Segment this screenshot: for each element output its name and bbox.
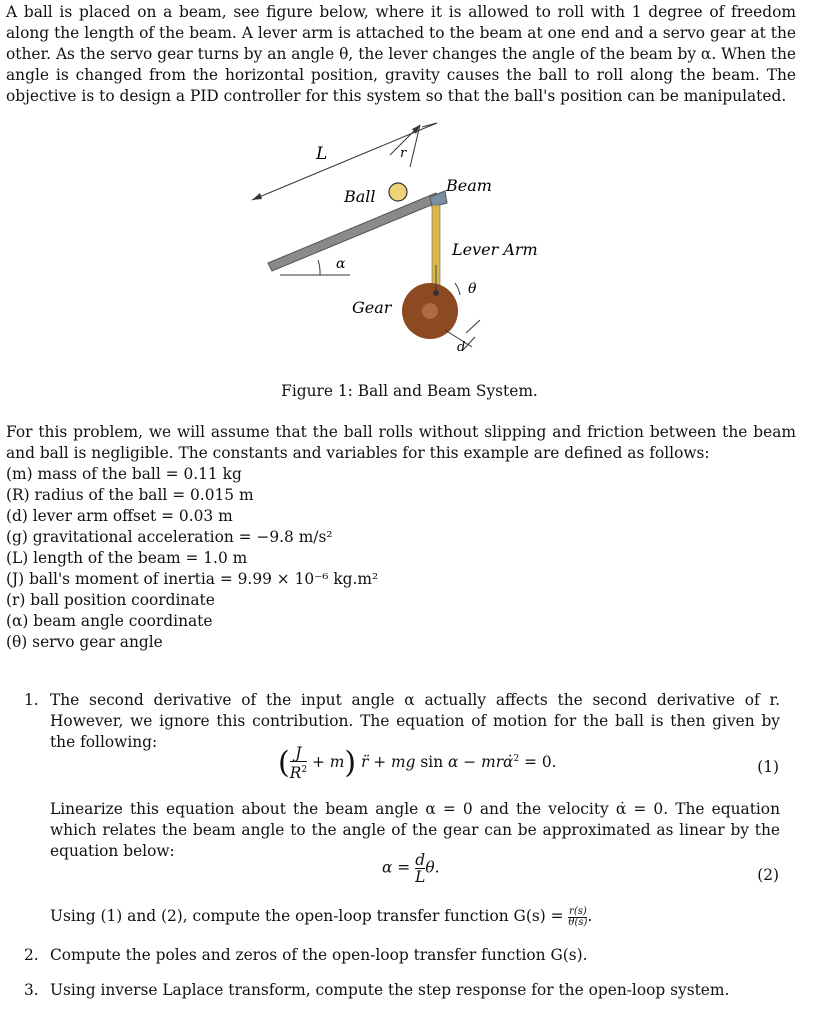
question-3-text: Using inverse Laplace transform, compute the step response for the open-loop system. (50, 981, 730, 999)
variable-item: (α) beam angle coordinate (6, 612, 213, 630)
variable-list (6, 464, 378, 653)
question-2-text: Compute the poles and zeros of the open-loop transfer function G(s). (50, 946, 588, 964)
variable-item: (r) ball position coordinate (6, 591, 215, 609)
question-1-text: The second derivative of the input angle α actually affects the second derivative of r. However, we ignore this contribution. The equation of motion for the ball is then given by the following: (50, 691, 780, 751)
variable-item: (g) gravitational acceleration = −9.8 m/s² (6, 528, 333, 546)
label-lever-arm: Lever Arm (452, 240, 538, 259)
ball-beam-figure (240, 115, 570, 365)
variable-item: (R) radius of the ball = 0.015 m (6, 486, 254, 504)
question-number: 1. (24, 691, 39, 709)
intro-paragraph: A ball is placed on a beam, see figure below, where it is allowed to roll with 1 degree of freedom along the length of the beam. A lever arm is attached to the beam at one end and a servo gear at the other. As the servo gear turns by an angle θ, the lever changes the angle of the beam by α. When the angle is changed from the horizontal position, gravity causes the ball to roll along the beam. The objective is to design a PID controller for this system so that the ball's position can be manipulated. (6, 3, 796, 105)
question-number: 2. (24, 946, 39, 964)
question-number: 3. (24, 981, 39, 999)
label-ball: Ball (344, 187, 376, 206)
label-gear: Gear (352, 298, 392, 317)
equation-1-number: (1) (757, 758, 779, 776)
variable-item: (m) mass of the ball = 0.11 kg (6, 465, 242, 483)
equation-1: ( $\frac{J}{R^2}$ + m) r̈ + mg sin α − mrα̇$^2$ = 0. (278, 744, 557, 783)
label-theta: θ (468, 281, 477, 297)
variable-item: (d) lever arm offset = 0.03 m (6, 507, 233, 525)
assumption-paragraph: For this problem, we will assume that the ball rolls without slipping and friction between the beam and ball is negligible. The constants and variables for this example are defined as follows: (6, 423, 796, 462)
label-beam: Beam (446, 176, 492, 195)
label-L: L (316, 144, 328, 164)
label-alpha: α (336, 256, 346, 272)
label-d: d (457, 340, 466, 355)
equation-2-number: (2) (757, 866, 779, 884)
variable-item: (θ) servo gear angle (6, 633, 163, 651)
variable-item: (J) ball's moment of inertia = 9.99 × 10⁻⁶ kg.m² (6, 570, 379, 588)
using-text: Using (1) and (2), compute the open-loop transfer function G(s) = (50, 907, 564, 925)
figure-caption: Figure 1: Ball and Beam System. (281, 382, 538, 400)
label-r: r (400, 146, 407, 161)
equation-2: α = $\frac{d}{L}$ θ. (382, 851, 440, 886)
linearize-text: Linearize this equation about the beam angle α = 0 and the velocity α̇ = 0. The equation which relates the beam angle to the angle of the gear can be approximated as linear by the equation below: (50, 800, 780, 860)
variable-item: (L) length of the beam = 1.0 m (6, 549, 248, 567)
ball (389, 183, 407, 201)
